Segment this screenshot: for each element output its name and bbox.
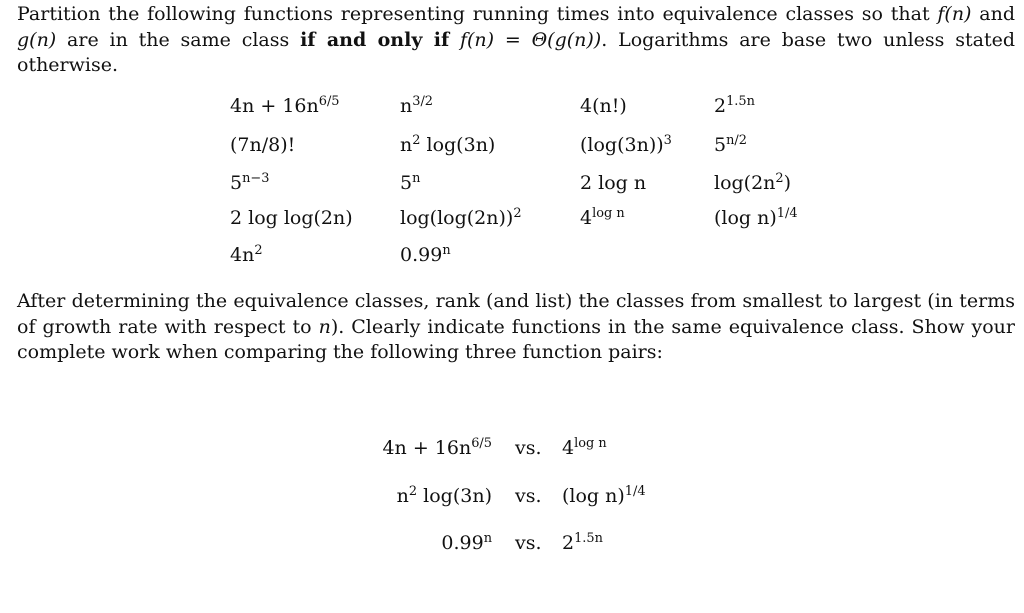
function-f: f(n) <box>937 3 972 25</box>
function-item: $\log(\log(2n))^2$ <box>400 205 522 229</box>
ranking-text: After determining the equivalence classes, rank (and list) the classes from smallest to largest (in terms of growth rate with respect to <box>17 290 1015 338</box>
function-item: (7n/8)! <box>230 134 296 156</box>
function-item: 2 log log(2n) <box>230 207 353 229</box>
instructions-paragraph <box>17 2 1015 79</box>
function-item: $2^{1.5n}$ <box>714 93 755 117</box>
intro-text: and <box>971 3 1015 25</box>
iff-phrase: if and only if <box>300 28 450 51</box>
intro-text: . Logarithms are base two unless stated otherwise. <box>17 28 1015 76</box>
function-item: 5$^n$ <box>400 170 421 194</box>
pair-right-function: (log n)$^{1/4}$ <box>562 483 646 507</box>
function-item: $\log(2n^2)$ <box>714 170 792 194</box>
pair-right-function: $2^{1.5n}$ <box>562 530 603 554</box>
intro-text: are in the same class <box>56 28 301 51</box>
pair-right-function: $4^{log n}$ <box>562 435 607 459</box>
intro-text: Partition the following functions representing running times into equivalence classes so that <box>17 3 938 25</box>
function-item: $4n + 16n^{6/5}$ <box>230 93 340 117</box>
function-item: $n^{3/2}$ <box>400 93 434 117</box>
vs-label: vs. <box>515 485 542 507</box>
function-item: 2 log n <box>580 172 647 194</box>
function-g: g(n) <box>17 28 57 51</box>
pair-left-function: 0.99$^n$ <box>441 530 492 554</box>
pair-left-function: $4n + 16n^{6/5}$ <box>382 435 492 459</box>
function-item: $5^{n/2}$ <box>714 132 747 156</box>
function-item: 0.99$^n$ <box>400 242 451 266</box>
function-item: (log n)$^{1/4}$ <box>714 205 798 229</box>
theta-relation: f(n) = Θ(g(n)) <box>459 28 602 51</box>
function-item: $5^{n-3}$ <box>230 170 270 194</box>
function-item: $(\log(3n))^3$ <box>580 132 672 156</box>
vs-label: vs. <box>515 532 542 554</box>
function-item: $4^{log n}$ <box>580 205 625 229</box>
ranking-instructions-paragraph <box>17 289 1015 366</box>
vs-label: vs. <box>515 437 542 459</box>
variable-n: n <box>318 315 331 338</box>
function-item: 4(n!) <box>580 95 627 117</box>
ranking-text: ). Clearly indicate functions in the same equivalence class. Show your complete work when comparing the following three function pairs: <box>17 315 1015 363</box>
intro-text <box>449 29 460 51</box>
function-item: $4n^2$ <box>230 242 263 266</box>
function-item: $n^2$ log(3n) <box>400 132 496 156</box>
pair-left-function: $n^2$ log(3n) <box>396 483 492 507</box>
